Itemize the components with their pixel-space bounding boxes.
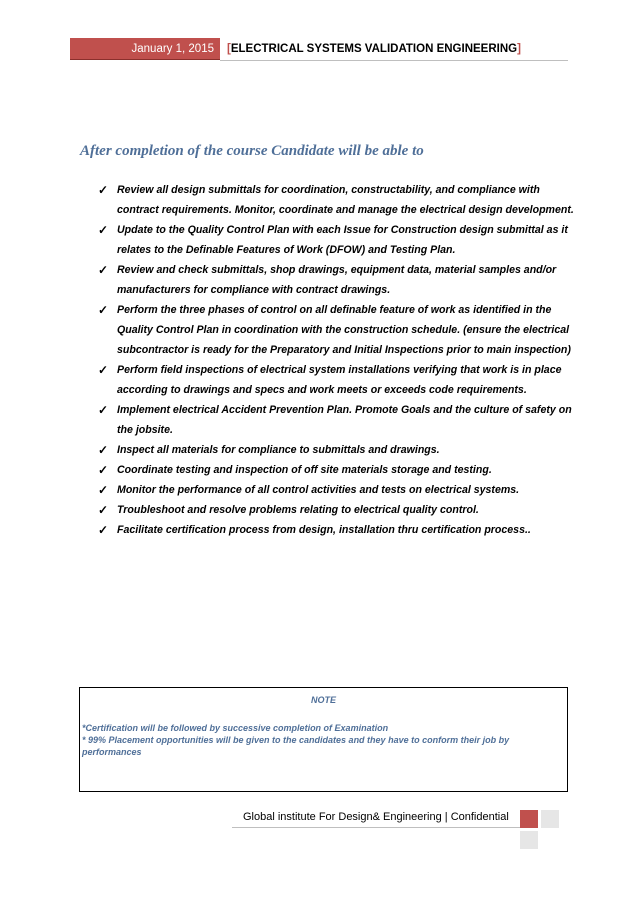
check-icon: ✓	[97, 403, 109, 417]
check-icon: ✓	[97, 223, 109, 237]
list-item-text: Inspect all materials for compliance to submittals and drawings.	[117, 444, 440, 456]
check-icon: ✓	[97, 363, 109, 377]
list-item-text: Troubleshoot and resolve problems relating to electrical quality control.	[117, 504, 479, 516]
outcomes-list	[96, 180, 576, 540]
section-heading: After completion of the course Candidate will be able to	[80, 143, 424, 159]
check-icon: ✓	[97, 183, 109, 197]
list-item-text: Review and check submittals, shop drawings, equipment data, material samples and/or manufacturers for compliance with contract drawings.	[117, 264, 557, 296]
footer-decor-square-red	[520, 810, 538, 828]
list-item-text: Perform field inspections of electrical system installations verifying that work is in place according to drawings and specs and work meets or exceeds code requirements.	[117, 364, 562, 396]
list-item-text: Coordinate testing and inspection of off site materials storage and testing.	[117, 464, 492, 476]
list-item	[96, 480, 576, 500]
list-item	[96, 300, 576, 360]
footer-decor-square-gray	[520, 831, 538, 849]
header-date: January 1, 2015	[70, 38, 220, 60]
header-bracket-open: [	[227, 43, 231, 55]
list-item-text: Implement electrical Accident Prevention Plan. Promote Goals and the culture of safety on the jobsite.	[117, 404, 572, 436]
header-divider	[220, 60, 568, 61]
list-item	[96, 400, 576, 440]
list-item	[96, 220, 576, 260]
footer-text: Global institute For Design& Engineering | Confidential	[243, 811, 509, 823]
note-box	[79, 687, 568, 792]
list-item	[96, 440, 576, 460]
list-item-text: Review all design submittals for coordination, constructability, and compliance with contract requirements. Monitor, coordinate and manage the electrical design development.	[117, 184, 574, 216]
list-item	[96, 360, 576, 400]
list-item	[96, 260, 576, 300]
list-item-text: Perform the three phases of control on all definable feature of work as identified in the Quality Control Plan in coordination with the construction schedule. (ensure the electrical subcontractor is ready for the Preparatory and Initial Inspections prior to main inspection)	[117, 304, 571, 356]
list-item-text: Monitor the performance of all control activities and tests on electrical systems.	[117, 484, 520, 496]
header-bracket-close: ]	[517, 43, 521, 55]
note-certification: *Certification will be followed by successive completion of Examination	[82, 723, 389, 733]
list-item-text: Facilitate certification process from design, installation thru certification process..	[117, 524, 531, 536]
list-item	[96, 180, 576, 220]
header-title-text: ELECTRICAL SYSTEMS VALIDATION ENGINEERING	[230, 43, 518, 55]
header-title	[227, 38, 521, 60]
list-item-text: Update to the Quality Control Plan with each Issue for Construction design submittal as it relates to the Definable Features of Work (DFOW) and Testing Plan.	[117, 224, 568, 256]
list-item	[96, 520, 576, 540]
check-icon: ✓	[97, 463, 109, 477]
footer-decor-square-gray	[541, 810, 559, 828]
check-icon: ✓	[97, 483, 109, 497]
list-item	[96, 500, 576, 520]
list-item	[96, 460, 576, 480]
footer-divider	[232, 827, 520, 828]
check-icon: ✓	[97, 503, 109, 517]
check-icon: ✓	[97, 443, 109, 457]
check-icon: ✓	[97, 263, 109, 277]
note-placement: * 99% Placement opportunities will be given to the candidates and they have to conform their job by performances	[82, 735, 510, 757]
note-title: NOTE	[310, 695, 336, 705]
check-icon: ✓	[97, 523, 109, 537]
check-icon: ✓	[97, 303, 109, 317]
